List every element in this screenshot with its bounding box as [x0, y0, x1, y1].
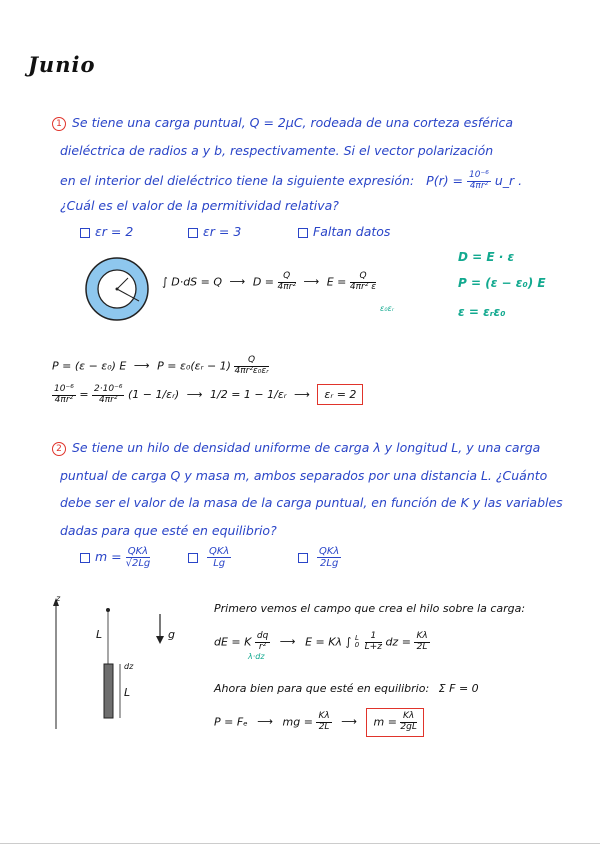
q1-option-1[interactable]: εr = 2	[80, 224, 133, 239]
wire-charge-diagram	[40, 594, 190, 734]
q2-answer-box: m = $\frac{K\lambda}{2gL}$	[366, 708, 423, 737]
wire-length-label: L	[124, 686, 131, 699]
q2-de-note: λ·dz	[248, 652, 265, 661]
q1-answer-box: εᵣ = 2	[317, 384, 363, 405]
q1-line1: 1 Se tiene una carga puntual, Q = 2μC, rodeada de una corteza esférica	[52, 115, 513, 131]
checkbox-icon	[188, 228, 198, 238]
checkbox-icon	[80, 228, 90, 238]
q1-work-line-1: P = (ε − ε₀) E ⟶ P = ε₀(εᵣ − 1) $\frac{Q}{\text{4πr²ε₀εᵣ}}$	[52, 355, 269, 376]
checkbox-icon	[298, 228, 308, 238]
page-bottom-border	[0, 843, 600, 844]
q1-e-note: ε₀εᵣ	[380, 304, 394, 313]
q2-number: 2	[52, 442, 66, 456]
q2-option-1[interactable]: m = $\frac{\text{QKλ}}{√2Lg}$	[80, 546, 150, 569]
q1-gauss-line: ∫ D·dS = Q ⟶ D = $\frac{Q}{\text{4πr²}}$ ⟶ E = $\frac{Q}{\text{4πr² ε}}$	[162, 271, 377, 292]
page-title: Junio	[28, 52, 96, 77]
checkbox-icon	[188, 553, 198, 563]
q2-line4: dadas para que esté en equilibrio?	[60, 523, 277, 538]
spherical-shell-diagram	[84, 256, 150, 322]
q1-number: 1	[52, 117, 66, 131]
dz-label: dz	[124, 662, 134, 671]
q2-line3: debe ser el valor de la masa de la carga puntual, en función de K y las variables	[60, 495, 563, 510]
teal-formula-1: D = E · ε	[458, 250, 515, 264]
q2-option-2[interactable]: $\frac{\text{QKλ}}{Lg}$	[188, 546, 231, 569]
q1-option-3[interactable]: Faltan datos	[298, 224, 390, 239]
checkbox-icon	[80, 553, 90, 563]
q2-line2: puntual de carga Q y masa m, ambos separados por una distancia L. ¿Cuánto	[60, 468, 548, 483]
q2-equilibrium-line: P = Fₑ ⟶ mg = $\frac{K\lambda}{2L}$ ⟶ m = $\frac{K\lambda}{2gL}$	[214, 708, 424, 737]
q2-option-3[interactable]: $\frac{\text{QKλ}}{2Lg}$	[298, 546, 341, 569]
distance-L-label: L	[96, 628, 103, 641]
q1-work-line-2: $\frac{\text{10⁻⁶}}{\text{4πr²}}$ = $\frac{\text{2·10⁻⁶}}{\text{4πr²}}$ (1 − 1/εᵣ) ⟶ 1/2 = 1 − 1/εᵣ ⟶ εᵣ = 2	[52, 384, 363, 405]
gravity-label: g	[168, 628, 175, 641]
checkbox-icon	[298, 553, 308, 563]
q1-option-2[interactable]: εr = 3	[188, 224, 241, 239]
z-axis-label: z	[56, 594, 61, 603]
q2-text-2: Ahora bien para que esté en equilibrio: Σ F = 0	[214, 682, 479, 695]
q1-line2: dieléctrica de radios a y b, respectivamente. Si el vector polarización	[60, 143, 494, 158]
q2-text-1: Primero vemos el campo que crea el hilo sobre la carga:	[214, 602, 526, 615]
teal-formula-3: ε = εᵣε₀	[458, 305, 506, 319]
q1-line4: ¿Cuál es el valor de la permitividad relativa?	[60, 198, 339, 213]
q1-line3: en el interior del dieléctrico tiene la siguiente expresión: P(r) = $\frac{\text{10⁻⁶}}{\text{4πr²}}$ u_r .	[60, 170, 523, 191]
teal-formula-2: P = (ε − ε₀) E	[458, 276, 546, 290]
q2-field-line: dE = K $\frac{dq}{\text{r²}}$ ⟶ E = Kλ ∫ L 0 $\frac{1}{L+z}$ dz = $\frac{K\lambda}{2L}$	[214, 631, 428, 652]
q2-line1: 2 Se tiene un hilo de densidad uniforme de carga λ y longitud L, y una carga	[52, 440, 540, 456]
